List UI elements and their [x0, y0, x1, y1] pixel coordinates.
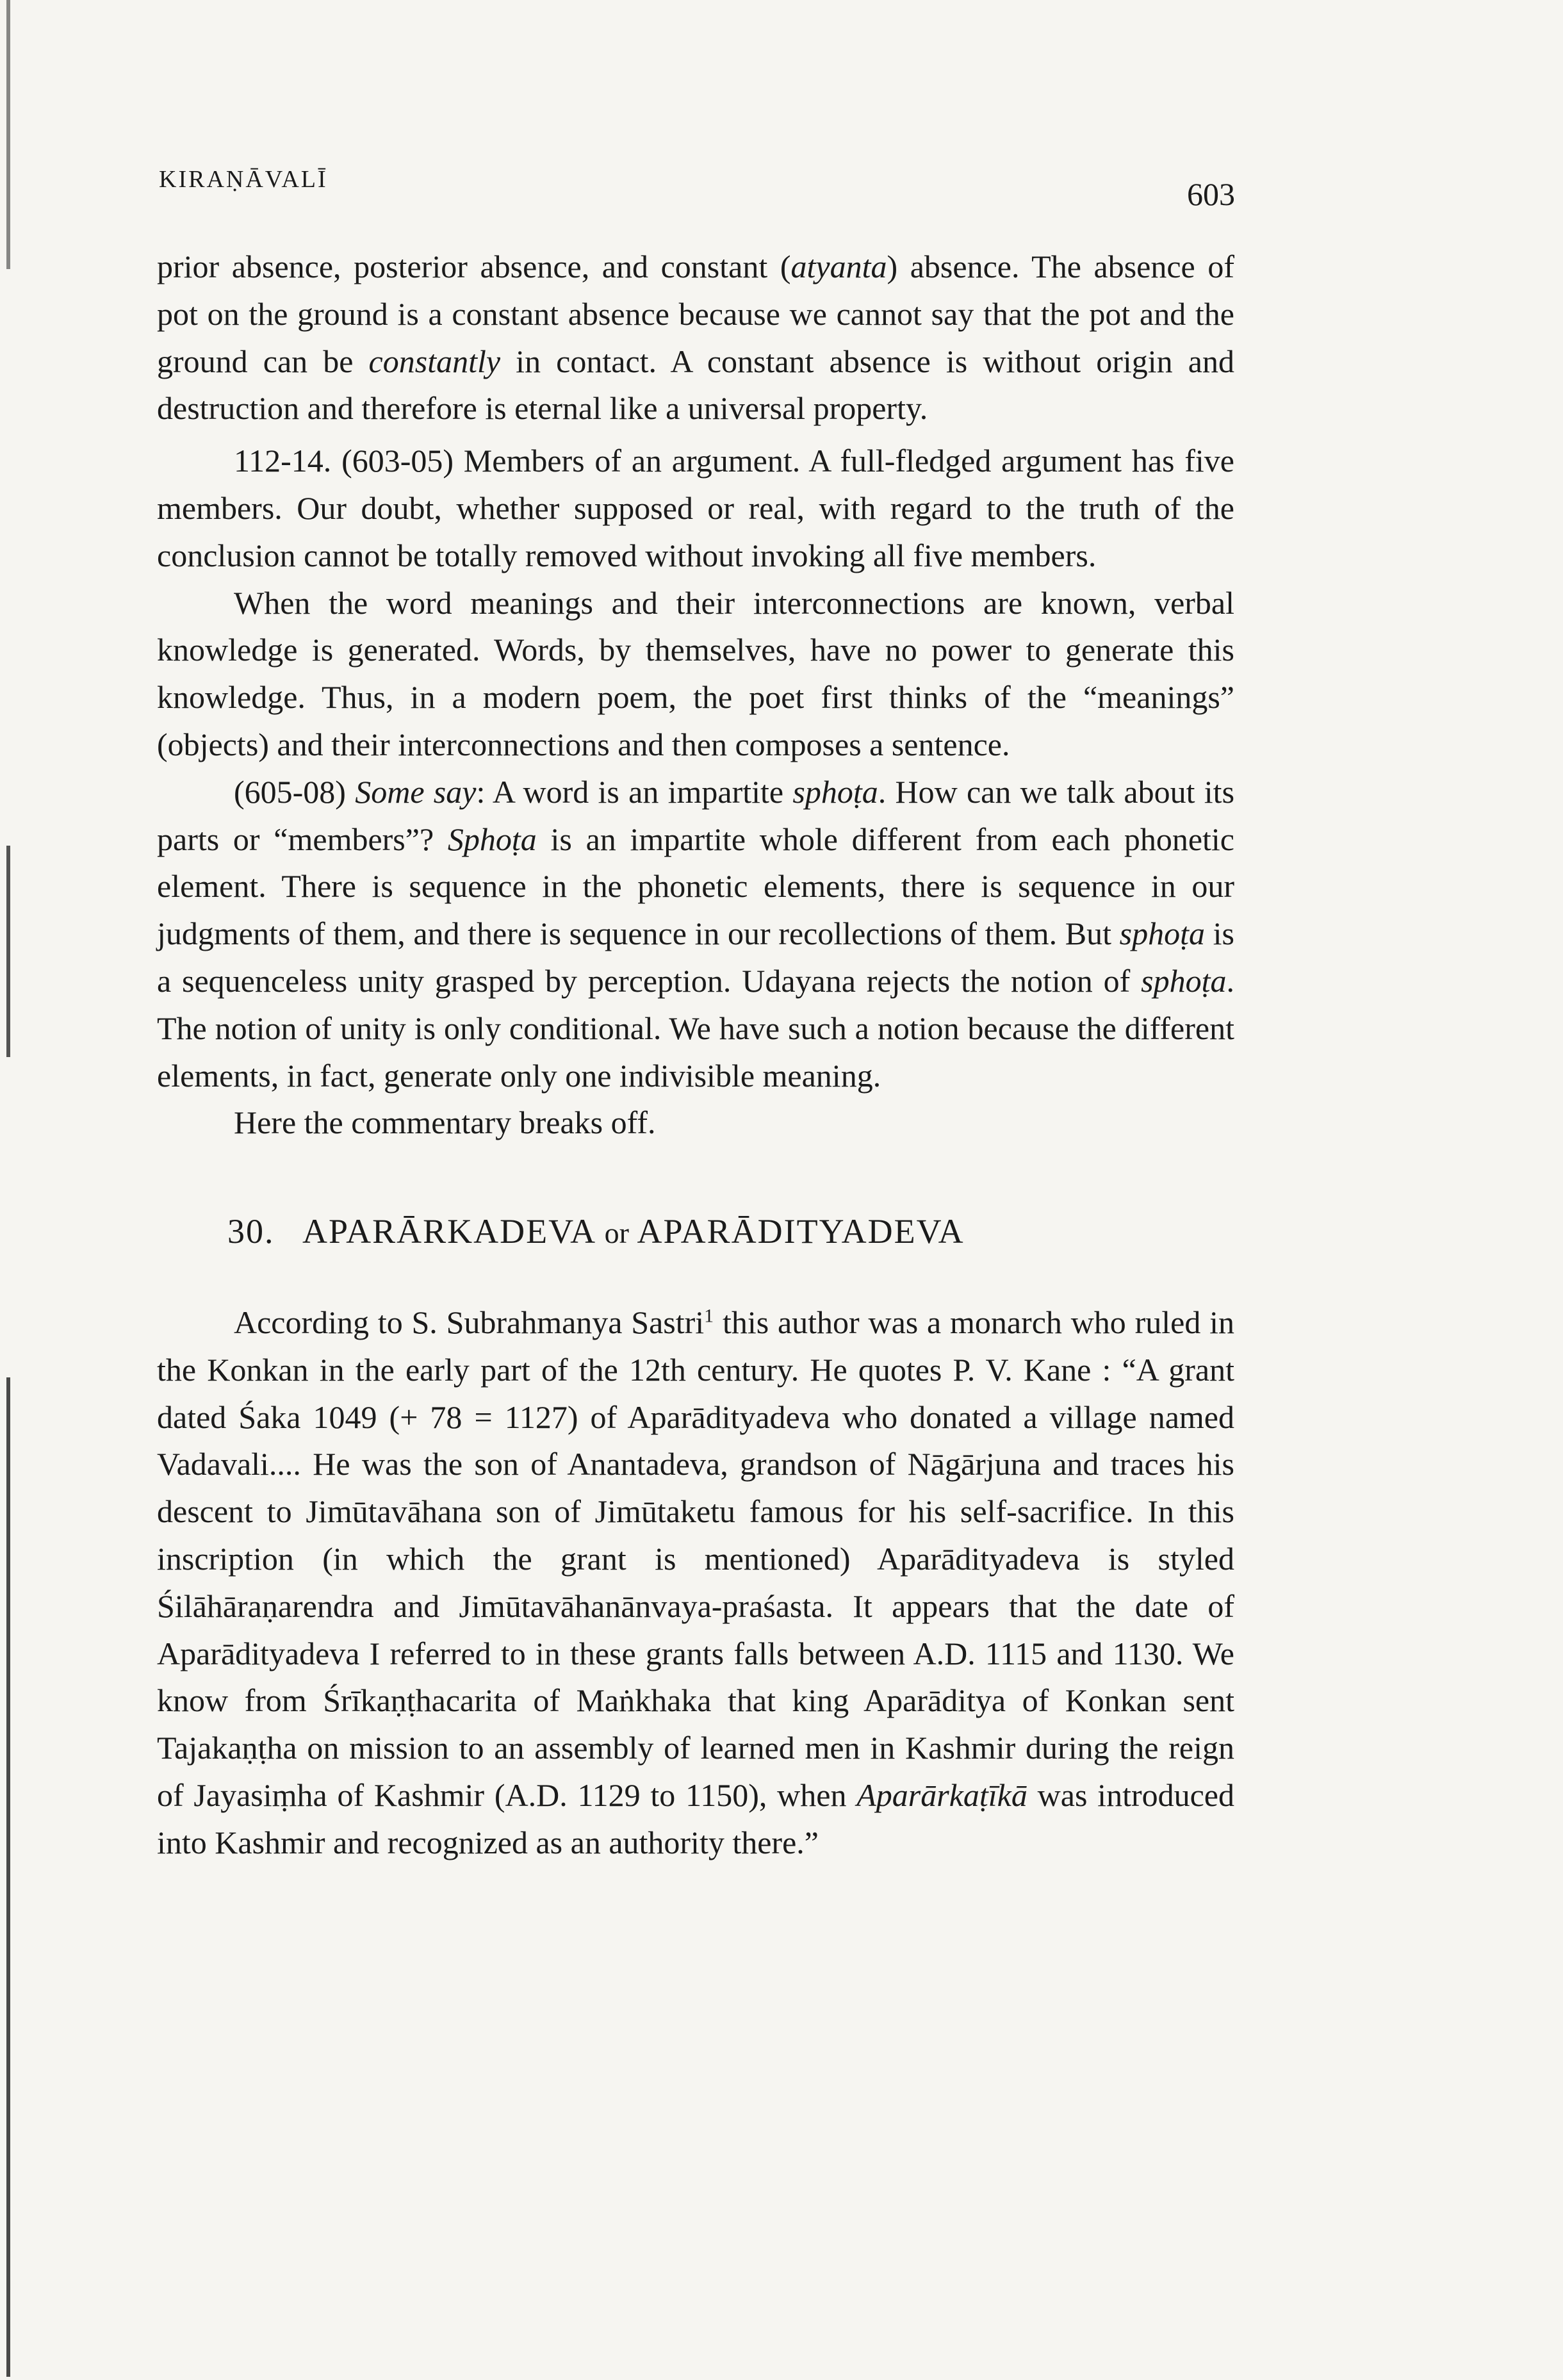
page-edge-shadow: [6, 846, 10, 1057]
paragraph-members-of-argument: 112-14. (603-05) Members of an argument. A full-fledged argument has five members. Our doubt, whether supposed or real, with regard to the truth of the conclusion cannot be totally removed without invoking all five members.: [157, 443, 1234, 573]
running-head: KIRAṆĀVALĪ: [159, 166, 328, 193]
section-number: 30.: [227, 1212, 275, 1251]
section-heading: [157, 1208, 1234, 1257]
paragraph-commentary-ends: Here the commentary breaks off.: [234, 1104, 656, 1141]
paragraph-verbal-knowledge: When the word meanings and their interconnections are known, verbal knowledge is generated. Words, by themselves, have no power to generate this knowledge. Thus, in a modern poem, the poet first thinks of the “meanings” (objects) and their interconnections and then composes a sentence.: [157, 584, 1234, 762]
section-title-a: APARĀRKADEVA: [302, 1212, 595, 1251]
page-edge-shadow: [6, 1377, 10, 2377]
page-body: [157, 243, 1234, 1867]
section-title-or: or: [604, 1217, 629, 1250]
paragraph-absence: prior absence, posterior absence, and constant (atyanta) absence. The absence of pot on the ground is a constant absence because we cannot say that the pot and the ground can be constantly in contact. A constant absence is without origin and destruction and therefore is eternal like a universal property.: [157, 249, 1234, 427]
footnote-marker: 1: [704, 1305, 714, 1327]
section-title-b: APARĀDITYADEVA: [637, 1212, 965, 1251]
page-header: [159, 159, 1235, 217]
paragraph-sphota: (605-08) Some say: A word is an impartite sphoṭa. How can we talk about its parts or “members”? Sphoṭa is an impartite whole different from each phonetic element. There is sequence in the phonetic elements, there is sequence in our judgments of them, and there is sequence in our recollections of them. But sphoṭa is a sequenceless unity grasped by perception. Udayana rejects the notion of sphoṭa. The notion of unity is only conditional. We have such a notion because the different elements, in fact, generate only one indivisible meaning.: [157, 773, 1235, 1094]
paragraph-apararkadeva: According to S. Subrahmanya Sastri$^1$ this author was a monarch who ruled in the Konkan in the early part of the 12th century. He quotes P. V. Kane : “A grant dated Śaka 1049 (+ 78 = 1127) of Aparādityadeva who donated a village named Vadavali.... He was the son of Anantadeva, grandson of Nāgārjuna and traces his descent to Jimūtavāhana son of Jimūtaketu famous for his self-sacrifice. In this inscription (in which the grant is mentioned) Aparādityadeva is styled Śilāhāraṇarendra and Jimūtavāhanānvaya-praśasta. It appears that the date of Aparādityadeva I referred to in these grants falls between A.D. 1115 and 1130. We know from Śrīkaṇṭhacarita of Maṅkhaka that king Aparāditya of Konkan sent Tajakaṇṭha on mission to an assembly of learned men in Kashmir during the reign of Jayasiṃha of Kashmir (A.D. 1129 to 1150), when Aparārkaṭīkā was introduced into Kashmir and recognized as an authority there.”: [157, 1304, 1234, 1860]
page-number: 603: [1187, 176, 1235, 212]
page-edge-shadow: [6, 0, 10, 269]
